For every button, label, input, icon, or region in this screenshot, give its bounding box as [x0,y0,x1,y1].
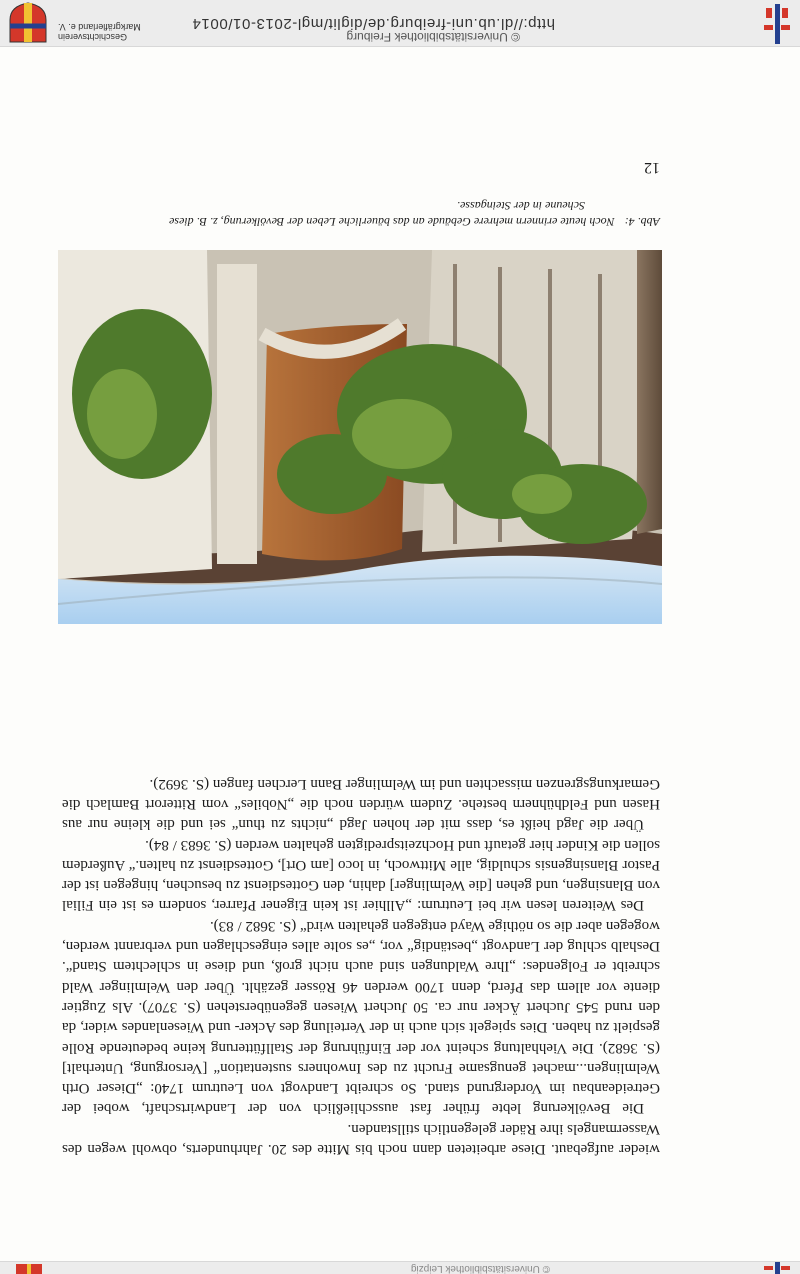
paragraph-4: Über die Jagd heißt es, dass mit der hohen Jagd „nichts zu thun“ sei und die kleine nur aus Hasen und Feldhühnern bestehe. Zudem würden noch die „Nobiles“ vom Ritterort Bamlach die Gemarkungsgrenzen missachten und im Welmlinger Bann Lerchen fangen (S. 3692). [62,775,660,833]
page-number: 12 [644,159,660,176]
figure-caption [60,198,660,230]
paragraph-2: Die Bevölkerung lebte früher fast ausschließlich von der Landwirtschaft, wobei der Getreideanbau im Vordergrund stand. So schreibt Landvogt von Leutrum 1740: „Dieser Orth Welmlingen...machet genugsame Frucht zu des Inwohners sustentation“ [Versorgung, Unterhalt] (S. 3682). Die Viehhaltung scheint vor der Einführung der Stallfütterung keine bedeutende Rolle gespielt zu haben. Dies spiegelt sich auch in der Verteilung des Acker- und Wiesenlandes wider, da den rund 545 Juchert Äcker nur ca. 50 Juchert Wiesen gegenüberstehen (S. 3707). Als Zugtier diente vor allem das Pferd, denn 1700 werden 46 Rösser gezählt. Über den Welmlinger Wald schreibt er Folgendes: „Ihre Waldungen sind auch nicht groß, und diese in schlechtem Stand“. Deshalb schlug der Landvogt „beständig“ vor, „es solte alles eingeschlagen und verbrannt werden, wogegen aber die so nöthige Wayd entgegen gehalten wird“ (S. 3682 / 83). [62,917,660,1117]
university-library-logo-icon [760,1262,794,1274]
viewer-bottom-bar [0,0,800,47]
viewer-top-bar [0,1261,800,1274]
paragraph-3: Des Weiteren lesen wir bei Leutrum: „Allhier ist kein Eigener Pfarrer, sondern es ist ein Filial von Blansingen, und gehen [die Welmlinger] dahin, den Gottesdienst zu besuchen, hingegen ist der Pastor Blansingensis schuldig, alle Mittwoch, in loco [am Ort], Gottesdienst zu halten.“ Außerdem sollen die Kinder hier getauft und Hochzeitspredigten gehalten werden (S. 3683 / 84). [62,836,660,914]
caption-line-2: Scheune in der Steingasse. [457,199,585,213]
barn-photo [58,250,662,624]
university-library-logo-icon [760,4,794,44]
caption-label: Abb. 4: [624,215,660,229]
society-name-line-2: Markgräflerland e. V. [58,22,141,32]
paragraph-1: wieder aufgebaut. Diese arbeiteten dann noch bis Mitte des 20. Jahrhunderts, obwohl wegen des Wassermangels ihre Räder gelegentlich stillstanden. [62,1120,660,1157]
society-name-line-1: Geschichtsverein [58,32,128,42]
document-url-link[interactable]: http://dl.ub.uni-freiburg.de/diglit/mgl-2013-01/0014 [191,15,555,32]
top-copyright-text: © Universitätsbibliothek Leipzig [410,1263,550,1274]
society-name [58,22,141,42]
society-crest-icon [14,1264,44,1274]
body-text [62,773,660,1159]
caption-line-1: Noch heute erinnern mehrere Gebäude an das bäuerliche Leben der Bevölkerung, z. B. diese [169,215,615,229]
society-crest-icon [8,2,48,44]
bottom-copyright-text: © Universitätsbibliothek Freiburg [346,30,520,44]
